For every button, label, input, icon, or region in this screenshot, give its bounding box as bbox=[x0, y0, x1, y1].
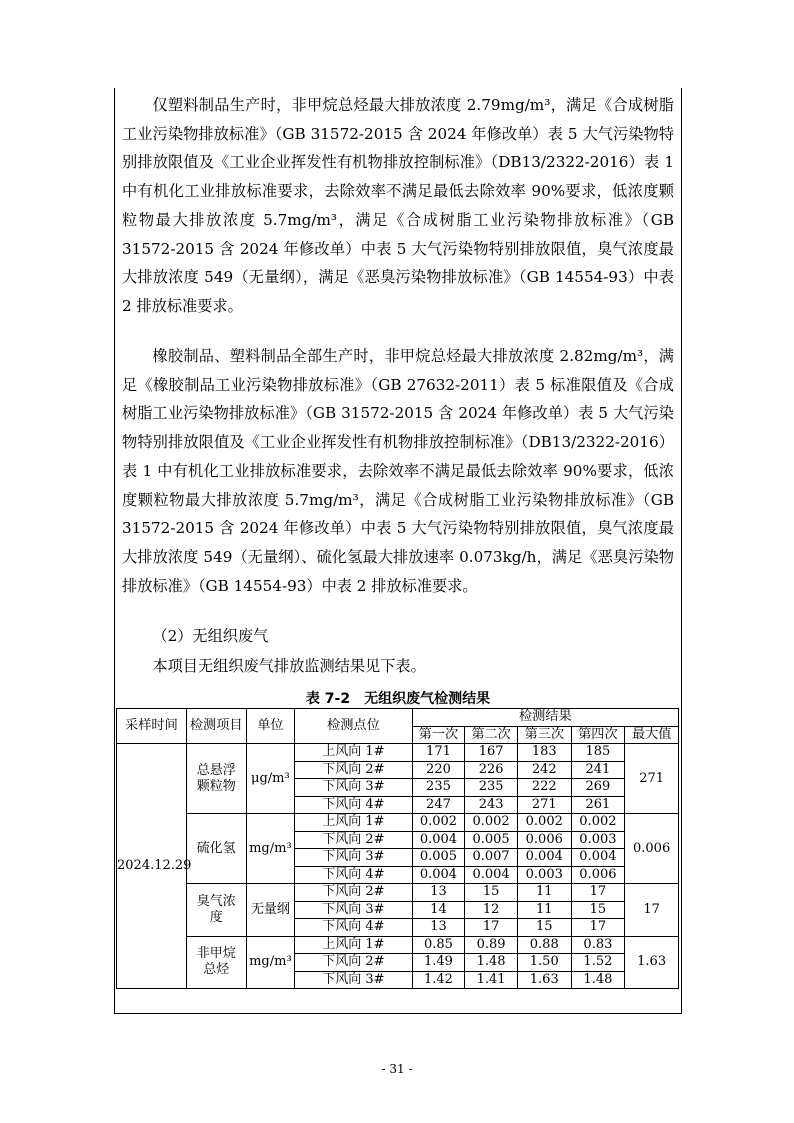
header-test-point: 检测点位 bbox=[295, 709, 412, 744]
result-value-cell: 13 bbox=[412, 884, 465, 902]
test-point-cell: 下风向 4# bbox=[295, 866, 412, 884]
table-row bbox=[117, 884, 679, 902]
test-point-cell: 下风向 4# bbox=[295, 919, 412, 937]
header-test-results: 检测结果 bbox=[412, 709, 678, 727]
result-value-cell: 220 bbox=[412, 761, 465, 779]
test-point-cell: 下风向 2# bbox=[295, 831, 412, 849]
result-value-cell: 1.42 bbox=[412, 971, 465, 989]
result-value-cell: 247 bbox=[412, 796, 465, 814]
result-value-cell: 183 bbox=[517, 744, 571, 762]
section-subheading: （2）无组织废气 bbox=[152, 627, 269, 645]
max-value-cell: 1.63 bbox=[625, 936, 679, 989]
test-point-cell: 下风向 3# bbox=[295, 849, 412, 867]
result-value-cell: 0.003 bbox=[571, 831, 625, 849]
result-value-cell: 0.004 bbox=[412, 831, 465, 849]
test-point-cell: 下风向 4# bbox=[295, 796, 412, 814]
header-max-value: 最大值 bbox=[625, 726, 679, 744]
result-value-cell: 235 bbox=[465, 779, 518, 797]
result-value-cell: 0.004 bbox=[412, 866, 465, 884]
result-value-cell: 17 bbox=[571, 884, 625, 902]
result-value-cell: 15 bbox=[517, 919, 571, 937]
test-point-cell: 下风向 2# bbox=[295, 761, 412, 779]
test-point-cell: 上风向 1# bbox=[295, 744, 412, 762]
max-value-cell: 0.006 bbox=[625, 814, 679, 884]
test-point-cell: 下风向 2# bbox=[295, 884, 412, 902]
test-point-cell: 下风向 3# bbox=[295, 901, 412, 919]
result-value-cell: 235 bbox=[412, 779, 465, 797]
result-value-cell: 243 bbox=[465, 796, 518, 814]
result-value-cell: 1.49 bbox=[412, 954, 465, 972]
test-point-cell: 下风向 2# bbox=[295, 954, 412, 972]
table-row bbox=[117, 744, 679, 762]
result-value-cell: 0.004 bbox=[517, 849, 571, 867]
result-value-cell: 0.002 bbox=[465, 814, 518, 832]
result-value-cell: 1.48 bbox=[571, 971, 625, 989]
unit-cell: mg/m³ bbox=[246, 814, 295, 884]
test-point-cell: 下风向 3# bbox=[295, 971, 412, 989]
result-value-cell: 14 bbox=[412, 901, 465, 919]
result-value-cell: 271 bbox=[517, 796, 571, 814]
header-unit: 单位 bbox=[246, 709, 295, 744]
result-value-cell: 0.007 bbox=[465, 849, 518, 867]
result-value-cell: 0.89 bbox=[465, 936, 518, 954]
max-value-cell: 17 bbox=[625, 884, 679, 937]
result-value-cell: 0.002 bbox=[412, 814, 465, 832]
test-item-cell: 总悬浮颗粒物 bbox=[186, 744, 246, 814]
result-value-cell: 0.006 bbox=[517, 831, 571, 849]
result-value-cell: 17 bbox=[465, 919, 518, 937]
result-value-cell: 15 bbox=[571, 901, 625, 919]
result-value-cell: 0.005 bbox=[465, 831, 518, 849]
fugitive-emission-table bbox=[116, 708, 679, 989]
result-value-cell: 1.50 bbox=[517, 954, 571, 972]
header-test-item: 检测项目 bbox=[186, 709, 246, 744]
header-round-3: 第三次 bbox=[517, 726, 571, 744]
table-caption: 表 7-2 无组织废气检测结果 bbox=[305, 691, 491, 707]
header-sampling-time: 采样时间 bbox=[117, 709, 187, 744]
result-value-cell: 12 bbox=[465, 901, 518, 919]
result-value-cell: 0.006 bbox=[571, 866, 625, 884]
test-item-cell: 硫化氢 bbox=[186, 814, 246, 884]
result-value-cell: 0.003 bbox=[517, 866, 571, 884]
result-value-cell: 11 bbox=[517, 901, 571, 919]
result-value-cell: 269 bbox=[571, 779, 625, 797]
result-value-cell: 15 bbox=[465, 884, 518, 902]
result-value-cell: 226 bbox=[465, 761, 518, 779]
sampling-date-cell: 2024.12.29 bbox=[117, 744, 187, 989]
test-item-cell: 臭气浓度 bbox=[186, 884, 246, 937]
result-value-cell: 171 bbox=[412, 744, 465, 762]
table-row bbox=[117, 814, 679, 832]
test-item-cell: 非甲烷总烃 bbox=[186, 936, 246, 989]
table-intro-text: 本项目无组织废气排放监测结果见下表。 bbox=[152, 657, 426, 675]
table-body bbox=[117, 744, 679, 989]
result-value-cell: 1.48 bbox=[465, 954, 518, 972]
result-value-cell: 11 bbox=[517, 884, 571, 902]
result-value-cell: 1.52 bbox=[571, 954, 625, 972]
result-value-cell: 261 bbox=[571, 796, 625, 814]
result-value-cell: 0.004 bbox=[465, 866, 518, 884]
result-value-cell: 1.63 bbox=[517, 971, 571, 989]
unit-cell: mg/m³ bbox=[246, 936, 295, 989]
result-value-cell: 13 bbox=[412, 919, 465, 937]
header-round-1: 第一次 bbox=[412, 726, 465, 744]
result-value-cell: 167 bbox=[465, 744, 518, 762]
paragraph-plastic-only: 仅塑料制品生产时，非甲烷总烃最大排放浓度 2.79mg/m³，满足《合成树脂工业污染物排放标准》（GB 31572-2015 含 2024 年修改单）表 5 大气污染物特别排放限值及《工业企业挥发性有机物排放控制标准》（DB13/2322-2016）表 1 中有机化工业排放标准要求，去除效率不满足最低去除效率 90%要求，低浓度颗粒物最大排放浓度 5.7mg/m³，满足《合成树脂工业污染物排放标准》（GB 31572-2015 含 2024 年修改单）中表 5 大气污染物特别排放限值，臭气浓度最大排放浓度 549（无量纲），满足《恶臭污染物排放标准》（GB 14554-93）中表 2 排放标准要求。 bbox=[122, 96, 674, 315]
test-point-cell: 下风向 3# bbox=[295, 779, 412, 797]
page-number: - 31 - bbox=[381, 1062, 413, 1076]
result-value-cell: 0.83 bbox=[571, 936, 625, 954]
result-value-cell: 1.41 bbox=[465, 971, 518, 989]
unit-cell: 无量纲 bbox=[246, 884, 295, 937]
result-value-cell: 241 bbox=[571, 761, 625, 779]
table-row bbox=[117, 936, 679, 954]
unit-cell: μg/m³ bbox=[246, 744, 295, 814]
header-round-4: 第四次 bbox=[571, 726, 625, 744]
test-point-cell: 上风向 1# bbox=[295, 936, 412, 954]
result-value-cell: 0.005 bbox=[412, 849, 465, 867]
test-point-cell: 上风向 1# bbox=[295, 814, 412, 832]
max-value-cell: 271 bbox=[625, 744, 679, 814]
result-value-cell: 0.002 bbox=[517, 814, 571, 832]
result-value-cell: 0.88 bbox=[517, 936, 571, 954]
result-value-cell: 222 bbox=[517, 779, 571, 797]
paragraph-all-production: 橡胶制品、塑料制品全部生产时，非甲烷总烃最大排放浓度 2.82mg/m³，满足《橡胶制品工业污染物排放标准》（GB 27632-2011）表 5 标准限值及《合成树脂工业污染物排放标准》（GB 31572-2015 含 2024 年修改单）表 5 大气污染物特别排放限值及《工业企业挥发性有机物排放控制标准》（DB13/2322-2016）表 1 中有机化工业排放标准要求，去除效率不满足最低去除效率 90%要求，低浓度颗粒物最大排放浓度 5.7mg/m³，满足《合成树脂工业污染物排放标准》（GB 31572-2015 含 2024 年修改单）中表 5 大气污染物特别排放限值，臭气浓度最大排放浓度 549（无量纲）、硫化氢最大排放速率 0.073kg/h，满足《恶臭污染物排放标准》（GB 14554-93）中表 2 排放标准要求。 bbox=[122, 347, 674, 595]
result-value-cell: 185 bbox=[571, 744, 625, 762]
result-value-cell: 242 bbox=[517, 761, 571, 779]
result-value-cell: 0.85 bbox=[412, 936, 465, 954]
header-round-2: 第二次 bbox=[465, 726, 518, 744]
result-value-cell: 0.004 bbox=[571, 849, 625, 867]
result-value-cell: 17 bbox=[571, 919, 625, 937]
result-value-cell: 0.002 bbox=[571, 814, 625, 832]
